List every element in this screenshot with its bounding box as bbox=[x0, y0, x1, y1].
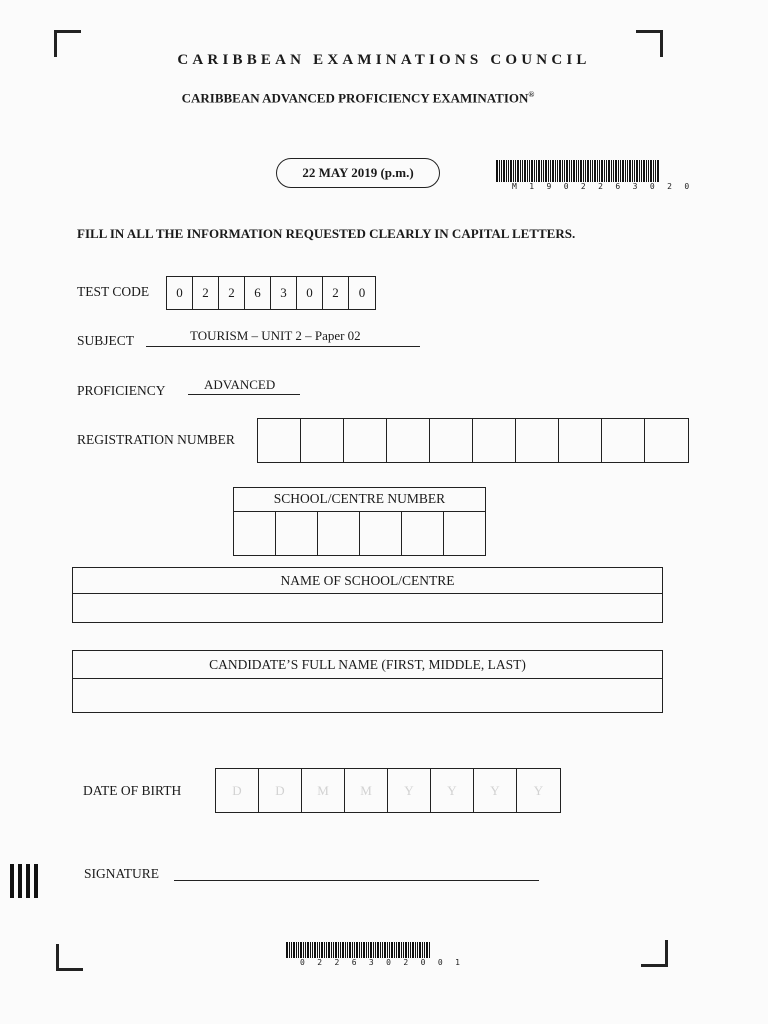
barcode-bar bbox=[604, 160, 605, 182]
barcode-bar bbox=[415, 942, 416, 958]
barcode-bar bbox=[646, 160, 647, 182]
barcode-bar bbox=[587, 160, 589, 182]
barcode-bar bbox=[298, 942, 299, 958]
registered-mark: ® bbox=[528, 90, 535, 99]
barcode-bar bbox=[510, 160, 512, 182]
barcode-bar bbox=[305, 942, 306, 958]
school-name-field[interactable] bbox=[73, 594, 662, 622]
barcode-bar bbox=[426, 942, 428, 958]
council-title: CARIBBEAN EXAMINATIONS COUNCIL bbox=[177, 52, 591, 68]
test-code-digit: 3 bbox=[271, 277, 297, 309]
test-code-digit: 0 bbox=[297, 277, 323, 309]
registration-grid[interactable] bbox=[257, 418, 689, 463]
barcode-bar bbox=[643, 160, 645, 182]
barcode-bar bbox=[410, 942, 411, 958]
barcode-bar bbox=[499, 160, 500, 182]
exam-title-text: CARIBBEAN ADVANCED PROFICIENCY EXAMINATION bbox=[181, 90, 529, 106]
barcode-bar bbox=[590, 160, 591, 182]
registration-cell[interactable] bbox=[602, 419, 645, 462]
barcode-bar bbox=[573, 160, 575, 182]
candidate-name-label: CANDIDATE’S FULL NAME (FIRST, MIDDLE, LAST) bbox=[73, 651, 662, 679]
barcode-bar bbox=[387, 942, 388, 958]
dob-cell[interactable]: D bbox=[216, 769, 259, 812]
barcode-bar bbox=[296, 942, 297, 958]
barcode-bar bbox=[564, 160, 565, 182]
barcode-bar bbox=[356, 942, 358, 958]
test-code-digit: 2 bbox=[219, 277, 245, 309]
barcode-bar bbox=[543, 160, 544, 182]
barcode-bottom bbox=[286, 942, 464, 967]
barcode-bar bbox=[566, 160, 568, 182]
barcode-bar bbox=[359, 942, 360, 958]
barcode-bar bbox=[627, 160, 628, 182]
barcode-bar bbox=[629, 160, 631, 182]
barcode-bar bbox=[653, 160, 654, 182]
barcode-bar bbox=[370, 942, 372, 958]
barcode-bar bbox=[506, 160, 507, 182]
date-of-birth-label: DATE OF BIRTH bbox=[83, 783, 182, 798]
dob-cell[interactable]: D bbox=[259, 769, 302, 812]
barcode-bar bbox=[419, 942, 421, 958]
school-name-label: NAME OF SCHOOL/CENTRE bbox=[73, 568, 662, 594]
dob-cell[interactable]: Y bbox=[533, 783, 544, 798]
barcode-bar bbox=[300, 942, 302, 958]
barcode-bar bbox=[326, 942, 327, 958]
corner-mark-bottom-right bbox=[641, 940, 668, 967]
barcode-bar bbox=[569, 160, 570, 182]
barcode-bar bbox=[601, 160, 603, 182]
barcode-bar bbox=[578, 160, 579, 182]
barcode-bar bbox=[310, 942, 311, 958]
school-centre-cell[interactable] bbox=[360, 512, 402, 556]
barcode-bar bbox=[632, 160, 633, 182]
registration-cell[interactable] bbox=[301, 419, 344, 462]
registration-cell[interactable] bbox=[516, 419, 559, 462]
barcode-bar bbox=[550, 160, 551, 182]
barcode-bar bbox=[319, 942, 320, 958]
proficiency-label: PROFICIENCY bbox=[77, 383, 166, 398]
barcode-bar bbox=[345, 942, 346, 958]
barcode-bar bbox=[286, 942, 288, 958]
barcode-bar bbox=[606, 160, 607, 182]
signature-label: SIGNATURE bbox=[84, 866, 160, 881]
barcode-bar bbox=[324, 942, 325, 958]
barcode-bar bbox=[340, 942, 341, 958]
barcode-bar bbox=[529, 160, 530, 182]
barcode-bar bbox=[650, 160, 652, 182]
dob-cell[interactable]: Y bbox=[474, 769, 517, 812]
barcode-bar bbox=[328, 942, 330, 958]
barcode-bar bbox=[517, 160, 519, 182]
barcode-bar bbox=[384, 942, 386, 958]
barcode-bar bbox=[599, 160, 600, 182]
registration-label: REGISTRATION NUMBER bbox=[77, 432, 235, 447]
barcode-bar bbox=[380, 942, 381, 958]
barcode-bar bbox=[522, 160, 523, 182]
test-code-digit: 2 bbox=[323, 277, 349, 309]
barcode-bar bbox=[583, 160, 584, 182]
barcode-bar bbox=[377, 942, 379, 958]
barcode-bar bbox=[352, 942, 353, 958]
barcode-bar bbox=[552, 160, 554, 182]
qr-module bbox=[38, 894, 42, 898]
barcode-bar bbox=[541, 160, 542, 182]
proficiency-value: ADVANCED bbox=[204, 377, 276, 392]
test-code-digit: 2 bbox=[193, 277, 219, 309]
school-centre-number-grid[interactable] bbox=[234, 512, 485, 556]
barcode-bar bbox=[361, 942, 362, 958]
barcode-bar bbox=[639, 160, 640, 182]
barcode-bar bbox=[289, 942, 290, 958]
barcode-bar bbox=[562, 160, 563, 182]
barcode-bar bbox=[312, 942, 313, 958]
barcode-bar bbox=[585, 160, 586, 182]
barcode-bar bbox=[513, 160, 514, 182]
barcode-bar bbox=[401, 942, 402, 958]
barcode-bar bbox=[496, 160, 498, 182]
barcode-bar bbox=[527, 160, 528, 182]
barcode-top-bars bbox=[496, 160, 693, 182]
barcode-bar bbox=[307, 942, 309, 958]
barcode-bar bbox=[331, 942, 332, 958]
barcode-bar bbox=[608, 160, 610, 182]
barcode-bar bbox=[291, 942, 292, 958]
barcode-bar bbox=[408, 942, 409, 958]
school-centre-number-box bbox=[233, 487, 486, 556]
barcode-bar bbox=[625, 160, 626, 182]
barcode-bar bbox=[314, 942, 316, 958]
barcode-bar bbox=[317, 942, 318, 958]
barcode-bar bbox=[391, 942, 393, 958]
barcode-bar bbox=[597, 160, 598, 182]
school-centre-cell[interactable] bbox=[318, 512, 360, 556]
school-centre-cell[interactable] bbox=[234, 512, 276, 556]
barcode-bar bbox=[363, 942, 365, 958]
barcode-bar bbox=[613, 160, 614, 182]
barcode-bar bbox=[538, 160, 540, 182]
barcode-bar bbox=[508, 160, 509, 182]
date-of-birth-grid[interactable] bbox=[215, 768, 561, 813]
exam-title bbox=[0, 90, 716, 106]
barcode-bar bbox=[534, 160, 535, 182]
barcode-bar bbox=[576, 160, 577, 182]
registration-cell[interactable] bbox=[344, 419, 387, 462]
subject-label: SUBJECT bbox=[77, 333, 135, 348]
barcode-bar bbox=[636, 160, 638, 182]
barcode-bar bbox=[641, 160, 642, 182]
barcode-bar bbox=[375, 942, 376, 958]
barcode-bar bbox=[555, 160, 556, 182]
barcode-bar bbox=[620, 160, 621, 182]
barcode-bar bbox=[354, 942, 355, 958]
barcode-bar bbox=[655, 160, 656, 182]
barcode-bar bbox=[349, 942, 351, 958]
barcode-bar bbox=[559, 160, 561, 182]
barcode-bar bbox=[545, 160, 547, 182]
barcode-top bbox=[496, 160, 693, 191]
barcode-bar bbox=[394, 942, 395, 958]
barcode-bar bbox=[557, 160, 558, 182]
registration-cell[interactable] bbox=[473, 419, 516, 462]
barcode-bar bbox=[618, 160, 619, 182]
barcode-bar bbox=[615, 160, 617, 182]
barcode-bar bbox=[536, 160, 537, 182]
barcode-bar bbox=[611, 160, 612, 182]
barcode-bar bbox=[335, 942, 337, 958]
signature-field[interactable] bbox=[174, 864, 539, 881]
barcode-bar bbox=[515, 160, 516, 182]
dob-cell[interactable]: Y bbox=[431, 769, 474, 812]
barcode-bar bbox=[396, 942, 397, 958]
barcode-bar bbox=[403, 942, 404, 958]
barcode-bar bbox=[424, 942, 425, 958]
barcode-top-digits: M 1 9 0 2 2 6 3 0 2 0 bbox=[512, 182, 693, 191]
dob-cell[interactable]: Y bbox=[388, 769, 431, 812]
barcode-bar bbox=[634, 160, 635, 182]
test-code-digit: 0 bbox=[167, 277, 193, 309]
registration-cell[interactable] bbox=[387, 419, 430, 462]
corner-mark-bottom-left bbox=[56, 944, 83, 971]
barcode-bar bbox=[368, 942, 369, 958]
barcode-bar bbox=[622, 160, 624, 182]
barcode-bar bbox=[366, 942, 367, 958]
candidate-name-field[interactable] bbox=[73, 679, 662, 712]
dob-cell[interactable]: M bbox=[302, 769, 345, 812]
barcode-bar bbox=[303, 942, 304, 958]
registration-cell[interactable] bbox=[645, 419, 688, 462]
barcode-bar bbox=[548, 160, 549, 182]
barcode-bar bbox=[321, 942, 323, 958]
barcode-bar bbox=[571, 160, 572, 182]
registration-cell[interactable] bbox=[430, 419, 473, 462]
barcode-bar bbox=[422, 942, 423, 958]
barcode-bar bbox=[501, 160, 502, 182]
barcode-bar bbox=[405, 942, 407, 958]
barcode-bar bbox=[580, 160, 582, 182]
school-centre-number-label: SCHOOL/CENTRE NUMBER bbox=[234, 488, 485, 512]
barcode-bar bbox=[648, 160, 649, 182]
barcode-bar bbox=[657, 160, 659, 182]
barcode-bar bbox=[373, 942, 374, 958]
registration-cell[interactable] bbox=[258, 419, 301, 462]
school-centre-cell[interactable] bbox=[402, 512, 444, 556]
barcode-bottom-bars bbox=[286, 942, 464, 958]
barcode-bar bbox=[347, 942, 348, 958]
barcode-bar bbox=[389, 942, 390, 958]
school-centre-cell[interactable] bbox=[444, 512, 485, 556]
test-code-label: TEST CODE bbox=[77, 284, 150, 299]
school-name-box bbox=[72, 567, 663, 623]
barcode-bar bbox=[398, 942, 400, 958]
barcode-bar bbox=[342, 942, 344, 958]
exam-date: 22 MAY 2019 (p.m.) bbox=[276, 158, 440, 188]
test-code-digit: 6 bbox=[245, 277, 271, 309]
instruction-text: FILL IN ALL THE INFORMATION REQUESTED CLEARLY IN CAPITAL LETTERS. bbox=[77, 226, 576, 241]
barcode-bar bbox=[429, 942, 430, 958]
registration-cell[interactable] bbox=[559, 419, 602, 462]
qr-code-icon bbox=[10, 864, 42, 898]
subject-value: TOURISM – UNIT 2 – Paper 02 bbox=[190, 328, 361, 343]
barcode-bar bbox=[333, 942, 334, 958]
test-code-digit: 0 bbox=[358, 285, 366, 300]
barcode-bar bbox=[412, 942, 414, 958]
barcode-bar bbox=[417, 942, 418, 958]
school-centre-cell[interactable] bbox=[276, 512, 318, 556]
candidate-name-box bbox=[72, 650, 663, 713]
dob-cell[interactable]: M bbox=[345, 769, 388, 812]
test-code-grid bbox=[166, 276, 376, 310]
barcode-bar bbox=[338, 942, 339, 958]
barcode-bar bbox=[520, 160, 521, 182]
barcode-bar bbox=[524, 160, 526, 182]
barcode-bar bbox=[592, 160, 593, 182]
barcode-bar bbox=[531, 160, 533, 182]
barcode-bar bbox=[293, 942, 295, 958]
barcode-bar bbox=[594, 160, 596, 182]
barcode-bottom-digits: 0 2 2 6 3 0 2 0 0 1 bbox=[300, 958, 464, 967]
barcode-bar bbox=[382, 942, 383, 958]
barcode-bar bbox=[503, 160, 505, 182]
